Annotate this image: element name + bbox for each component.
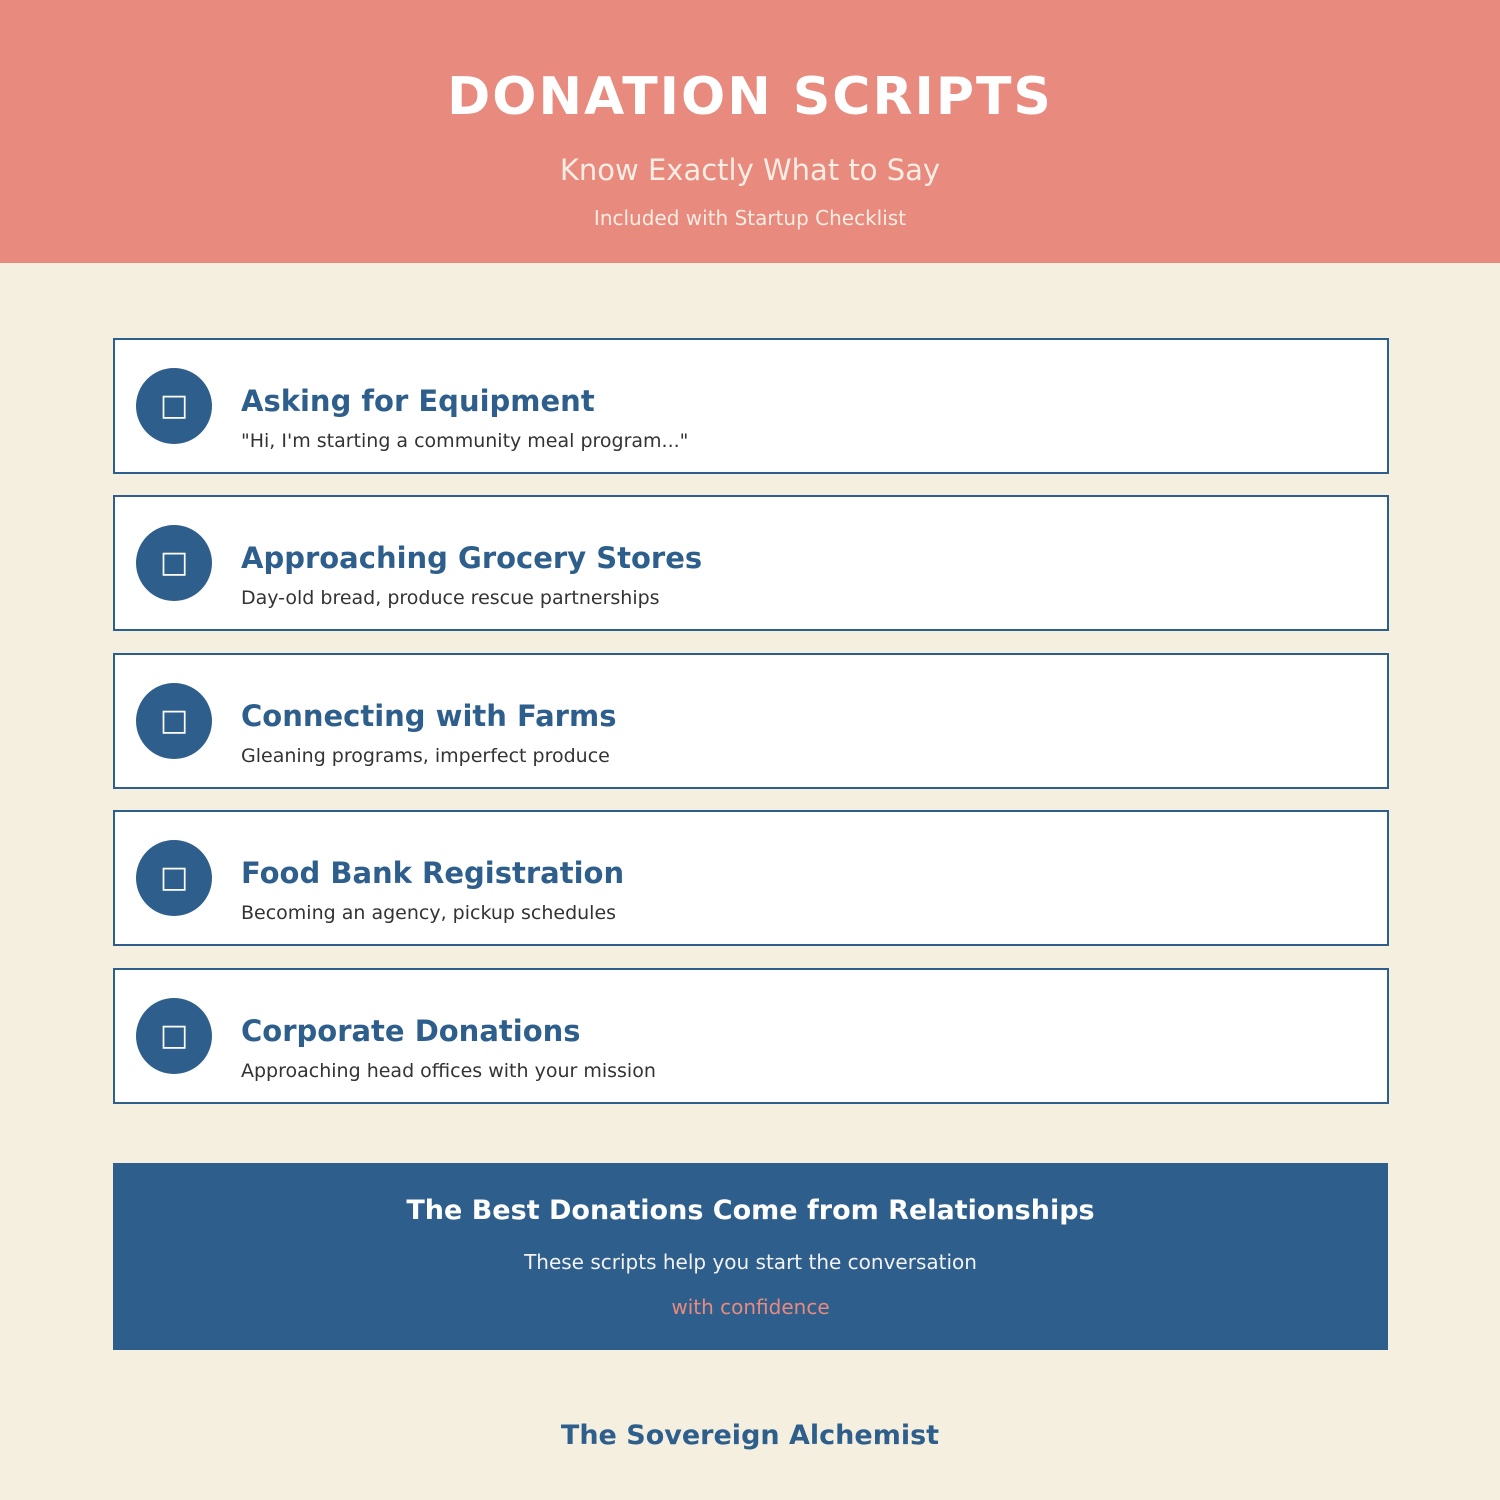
missing-glyph-icon: □	[136, 683, 212, 759]
missing-glyph-icon: □	[136, 368, 212, 444]
script-card-food-bank	[113, 810, 1389, 946]
banner-accent-text: with confidence	[671, 1295, 830, 1319]
missing-glyph-icon: □	[136, 525, 212, 601]
card-title: Approaching Grocery Stores	[241, 541, 703, 575]
script-card-equipment	[113, 338, 1389, 474]
banner-text: These scripts help you start the conversation	[524, 1250, 977, 1274]
script-card-corporate	[113, 968, 1389, 1104]
banner-title: The Best Donations Come from Relationships	[406, 1195, 1095, 1226]
card-description: "Hi, I'm starting a community meal program..."	[241, 430, 689, 452]
script-card-grocery	[113, 495, 1389, 631]
footer-brand: The Sovereign Alchemist	[560, 1420, 940, 1451]
card-description: Becoming an agency, pickup schedules	[241, 902, 617, 924]
script-card-farms	[113, 653, 1389, 789]
card-description: Day-old bread, produce rescue partnerships	[241, 587, 660, 609]
card-title: Corporate Donations	[241, 1014, 581, 1048]
card-description: Gleaning programs, imperfect produce	[241, 745, 610, 767]
relationships-banner	[113, 1163, 1388, 1350]
card-title: Food Bank Registration	[241, 856, 625, 890]
page-subtitle: Know Exactly What to Say	[559, 153, 941, 187]
card-title: Asking for Equipment	[241, 384, 595, 418]
card-description: Approaching head offices with your mission	[241, 1060, 656, 1082]
missing-glyph-icon: □	[136, 998, 212, 1074]
page-note: Included with Startup Checklist	[593, 206, 907, 230]
header	[0, 0, 1500, 263]
missing-glyph-icon: □	[136, 840, 212, 916]
card-title: Connecting with Farms	[241, 699, 617, 733]
page-title: DONATION SCRIPTS	[447, 67, 1053, 127]
